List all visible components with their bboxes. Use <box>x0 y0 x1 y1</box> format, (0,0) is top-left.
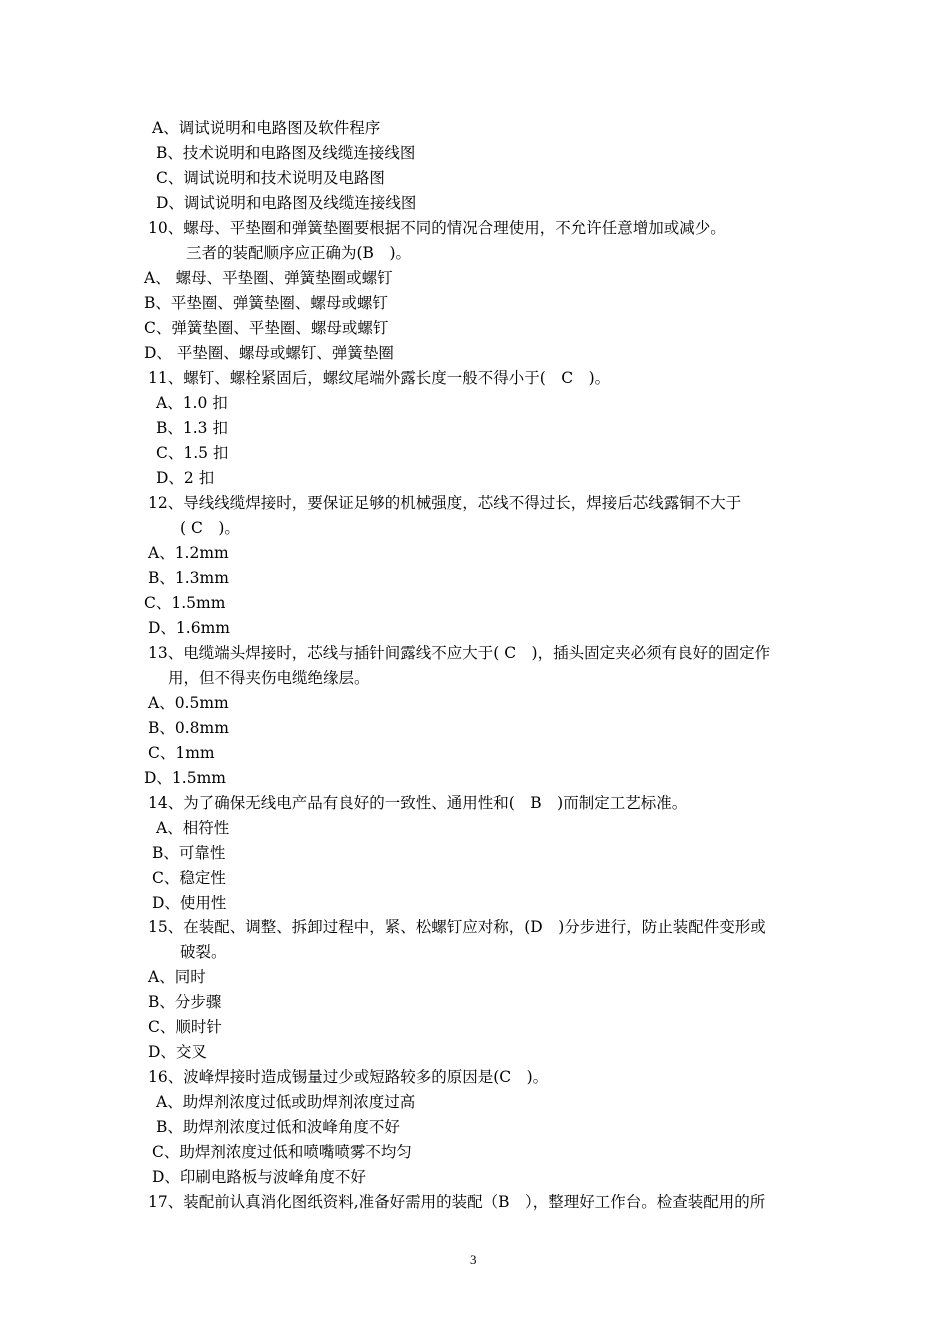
option-line: A、0.5mm <box>148 694 229 712</box>
option-line: D、调试说明和电路图及线缆连接线图 <box>156 194 417 212</box>
option-line: B、平垫圈、弹簧垫圈、螺母或螺钉 <box>144 294 388 312</box>
option-line: D、交叉 <box>148 1043 207 1061</box>
option-line: D、印刷电路板与波峰角度不好 <box>152 1168 366 1186</box>
option-line: C、助焊剂浓度过低和喷嘴喷雾不均匀 <box>152 1143 412 1161</box>
option-line: D、 平垫圈、螺母或螺钉、弹簧垫圈 <box>144 344 394 362</box>
option-line: C、稳定性 <box>152 869 226 887</box>
question-line: 16、波峰焊接时造成锡量过少或短路较多的原因是(C )。 <box>148 1068 549 1086</box>
option-line: C、弹簧垫圈、平垫圈、螺母或螺钉 <box>144 319 389 337</box>
option-line: D、2 扣 <box>156 469 215 487</box>
option-line: C、1mm <box>148 744 215 762</box>
option-line: B、1.3 扣 <box>156 419 228 437</box>
question-line: 13、电缆端头焊接时，芯线与插针间露线不应大于( C )，插头固定夹必须有良好的固定作 <box>148 644 771 662</box>
question-continuation: 用，但不得夹伤电缆绝缘层。 <box>168 669 370 687</box>
question-line: 12、导线线缆焊接时，要保证足够的机械强度，芯线不得过长，焊接后芯线露铜不大于 <box>148 494 742 512</box>
question-continuation: ( C )。 <box>180 519 240 537</box>
question-line: 10、螺母、平垫圈和弹簧垫圈要根据不同的情况合理使用，不允许任意增加或减少。 <box>148 219 726 237</box>
option-line: A、相符性 <box>156 819 230 837</box>
option-line: C、调试说明和技术说明及电路图 <box>156 169 385 187</box>
option-line: A、1.0 扣 <box>156 394 228 412</box>
question-line: 14、为了确保无线电产品有良好的一致性、通用性和( B )而制定工艺标准。 <box>148 794 688 812</box>
option-line: A、助焊剂浓度过低或助焊剂浓度过高 <box>156 1093 416 1111</box>
option-line: B、可靠性 <box>152 844 226 862</box>
option-line: D、使用性 <box>152 894 227 912</box>
page-number: 3 <box>470 1252 477 1267</box>
option-line: A、1.2mm <box>148 544 229 562</box>
option-line: D、1.6mm <box>148 619 230 637</box>
option-line: D、1.5mm <box>144 769 226 787</box>
option-line: A、 螺母、平垫圈、弹簧垫圈或螺钉 <box>144 269 393 287</box>
question-line: 15、在装配、调整、拆卸过程中，紧、松螺钉应对称，(D )分步进行，防止装配件变形或 <box>148 918 766 936</box>
question-line: 11、螺钉、螺栓紧固后，螺纹尾端外露长度一般不得小于( C )。 <box>148 369 611 387</box>
option-line: C、顺时针 <box>148 1018 222 1036</box>
question-continuation: 破裂。 <box>180 943 227 961</box>
option-line: A、同时 <box>148 968 206 986</box>
option-line: B、技术说明和电路图及线缆连接线图 <box>156 144 416 162</box>
question-line: 17、装配前认真消化图纸资料,准备好需用的装配（B ），整理好工作台。检查装配用的所 <box>148 1193 766 1211</box>
option-line: B、0.8mm <box>148 719 229 737</box>
option-line: A、调试说明和电路图及软件程序 <box>152 119 381 137</box>
question-continuation: 三者的装配顺序应正确为(B )。 <box>186 244 411 262</box>
option-line: B、分步骤 <box>148 993 222 1011</box>
option-line: B、助焊剂浓度过低和波峰角度不好 <box>156 1118 400 1136</box>
option-line: B、1.3mm <box>148 569 229 587</box>
option-line: C、1.5mm <box>144 594 226 612</box>
option-line: C、1.5 扣 <box>156 444 229 462</box>
